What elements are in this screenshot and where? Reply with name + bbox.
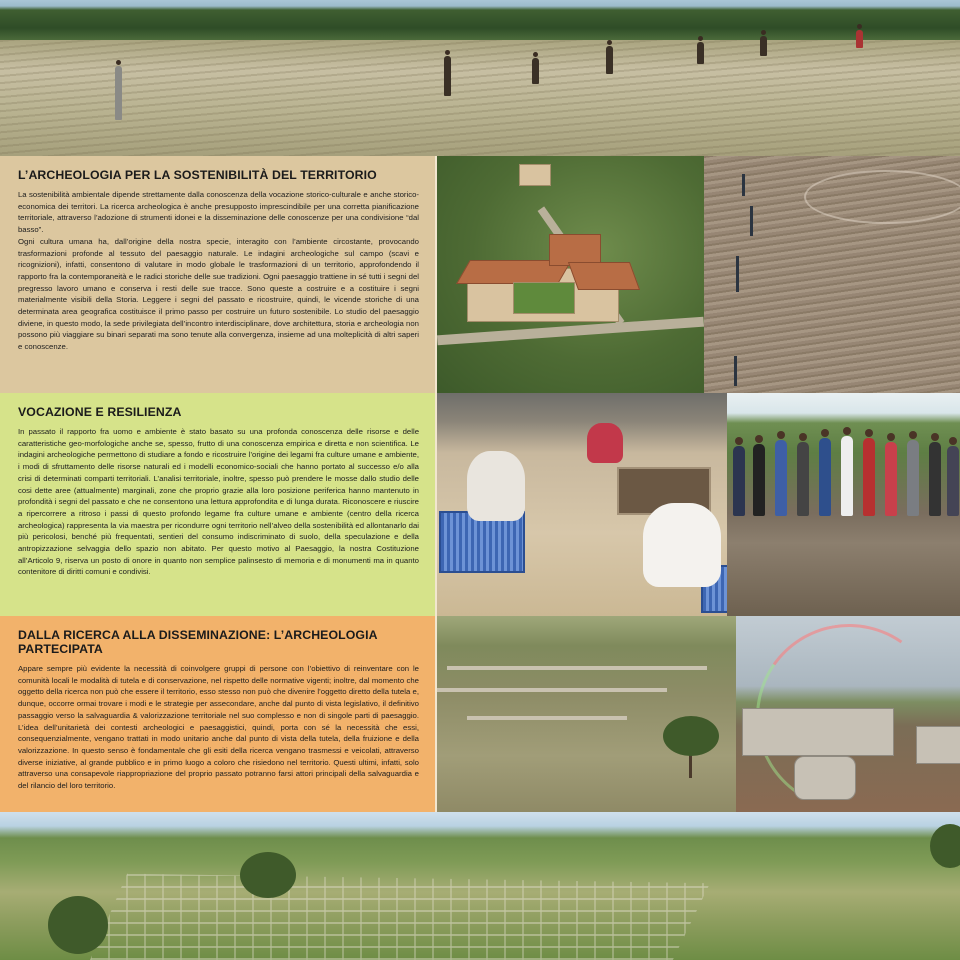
- field-furrows: [0, 40, 960, 156]
- panel-vocation: [0, 393, 435, 616]
- surveyor-figure: [760, 36, 767, 56]
- surveyor-figure: [115, 66, 122, 120]
- aerial-monastery-photo: [437, 156, 704, 393]
- tree: [663, 716, 719, 756]
- panel-title: VOCAZIONE E RESILIENZA: [18, 405, 182, 419]
- surveyor-figure: [444, 56, 451, 96]
- surveyor-figure: [532, 58, 539, 84]
- field-survey-photo: [0, 0, 960, 156]
- panel-text: Ogni cultura umana ha, dall’origine della nostra specie, interagito con l’ambiente circostante, provocando trasformazioni profonde al tessuto del paesaggio naturale. Le indagini archeologiche sul campo (scavi e ricognizioni), infatti, consentono di valutare in modo globale le trasformazioni di un territorio, approfondendo il rapporto fra la contemporaneità e le radici storiche delle sue tradizioni. Ogni paesaggio trattiene in sé tutti i segni del pregresso lavoro umano e conserva i resti delle sue tracce. Sono queste a costruire e a costituire i segni materialmente visibili della Storia. Leggere i segni del passato e ricostruire, quindi, le vicende storiche di una determinata area geografica costituisce il primo passo per costruire un futuro sostenibile. Lo studio del paesaggio diviene, in questo modo, la sede privilegiata dell’incontro interdisciplinare, dove architettura, storia e archeologia non possono più viaggiare su binari separati ma sono tenute alla convergenza, insieme ad una molteplicità di altri saperi e conoscenze.: [18, 236, 419, 352]
- surveyor-figure: [856, 30, 863, 48]
- student-figure: [863, 438, 875, 516]
- stone-wall: [742, 708, 894, 756]
- panel-text: In passato il rapporto fra uomo e ambiente è stato basato su una profonda conoscenza delle risorse e delle caratteristiche geo-morfologiche anche se, spesso, frutto di una conoscenza empirica e diretta e non scientifica. Le indagini archeologiche permettono di studiare a fondo e ricostruire l’origine dei legami fra culture umane e ambiente, i modi di sfruttamento delle risorse naturali ed i modelli economico-sociali che hanno portato al successo e/o alla crisi di determinati comparti territoriali. L’analisi territoriale, inoltre, spesso può prendere le mosse dallo studio delle cosi dette aree (attualmente) marginali, zone che proprio grazie alla loro posizione periferica hanno mantenuto in profondità i segni del passato e che ne consentono una lettura approfondita e di lunga durata. Riconoscere e riuscire a ripercorrere a ritroso i passi di questo profondo legame fra culture umane e ambiente (centro della ricerca archeologica) rappresenta la via maestra per ricondurre ogni territorio nell’alveo della sostenibilità ed allontanarlo dai più pericolosi, benché più frequentati, sentieri del consumo indiscriminato di suolo, della speculazione e della antropizzazione selvaggia dello spazio non abitato. Per questo motivo al Paesaggio, la nostra Costituzione all’Articolo 9, riserva un posto di onore in quanto non semplice palinsesto di memoria e di monumenti ma in quanto contenitore di diritti comuni e condivisi.: [18, 427, 419, 577]
- stone-row: [467, 716, 627, 720]
- stone-wall: [916, 726, 960, 764]
- archaeologist-figure: [467, 451, 525, 521]
- stone-block: [794, 756, 856, 800]
- panel-sustainability: [0, 156, 435, 393]
- panel-title: DALLA RICERCA ALLA DISSEMINAZIONE: L’ARCHEOLOGIA PARTECIPATA: [18, 628, 378, 656]
- tree: [48, 896, 108, 954]
- ruin-foundations: [90, 864, 710, 960]
- survey-stake: [742, 174, 745, 196]
- stone-row: [437, 688, 667, 692]
- student-figure: [775, 440, 787, 516]
- student-figure: [797, 442, 809, 516]
- student-figure: [753, 444, 765, 516]
- student-figure: [907, 440, 919, 516]
- student-figure: [819, 438, 831, 516]
- ploughed-field-photo: [704, 156, 960, 393]
- monastery-building: [453, 234, 661, 330]
- surveyor-figure: [697, 42, 704, 64]
- panel-title: L’ARCHEOLOGIA PER LA SOSTENIBILITÀ DEL TERRITORIO: [18, 168, 377, 182]
- student-figure: [841, 436, 853, 516]
- student-figure: [885, 442, 897, 516]
- tree: [240, 852, 296, 898]
- stone-row: [447, 666, 707, 670]
- tree: [930, 824, 960, 868]
- excavation-photo: [437, 393, 727, 616]
- site-panorama-photo: [0, 812, 960, 960]
- survey-stake: [736, 256, 739, 292]
- survey-stake: [734, 356, 737, 386]
- panel-text: La sostenibilità ambientale dipende strettamente dalla conoscenza della vocazione storico-culturale e anche storico-economica dei territori. La ricerca archeologica è anche presupposto imprescindibile per una corretta pianificazione territoriale, attraverso l’adozione di strumenti idonei e la disseminazione delle conoscenze per una condivisione “dal basso”.: [18, 190, 419, 235]
- treeline: [0, 0, 960, 40]
- survey-stake: [750, 206, 753, 236]
- archaeologist-figure: [587, 423, 623, 463]
- rainbow-wall-photo: [736, 616, 960, 812]
- crop-ring: [804, 170, 960, 224]
- panel-text: Appare sempre più evidente la necessità di coinvolgere gruppi di persone con l’obiettivo di reinventare con le comunità locali le modalità di tutela e di conservazione, nel rispetto delle normative vigenti; inoltre, dal momento che oggetto della ricerca non può che essere il territorio, esso stesso non può che divenire l’oggetto diretto della tutela e, dunque, occorre ormai trovare i modi e le strategie per assecondare, anche dal punto di vista legislativo, il definitivo passaggio verso la salvaguardia & valorizzazione territoriale nel suo complesso e non di singole parti di paesaggio. L’idea dell’unitarietà dei contesti archeologici e paesaggistici, quindi, porta con sé la necessità che essi, consequenzialmente, vengano trattati in modo unitario anche dal punto di vista della tutela, della fruizione e della valorizzazione. In questo senso è fondamentale che gli esiti della ricerca vengano trasmessi e veicolati, attraverso diverse iniziative, al grande pubblico e in primo luogo a coloro che risiedono nel territorio. Questi ultimi, infatti, solo attraverso una consapevole riappropriazione del proprio passato potranno farsi attori principali della salvaguardia e del rilancio del loro territorio.: [18, 664, 419, 791]
- grassland-ruins-photo: [437, 616, 736, 812]
- archaeologist-figure: [643, 503, 721, 587]
- farmhouse: [519, 164, 551, 186]
- panel-dissemination: [0, 616, 435, 812]
- surveyor-figure: [606, 46, 613, 74]
- student-figure: [929, 442, 941, 516]
- student-figure: [947, 446, 959, 516]
- student-group-photo: [727, 393, 960, 616]
- student-figure: [733, 446, 745, 516]
